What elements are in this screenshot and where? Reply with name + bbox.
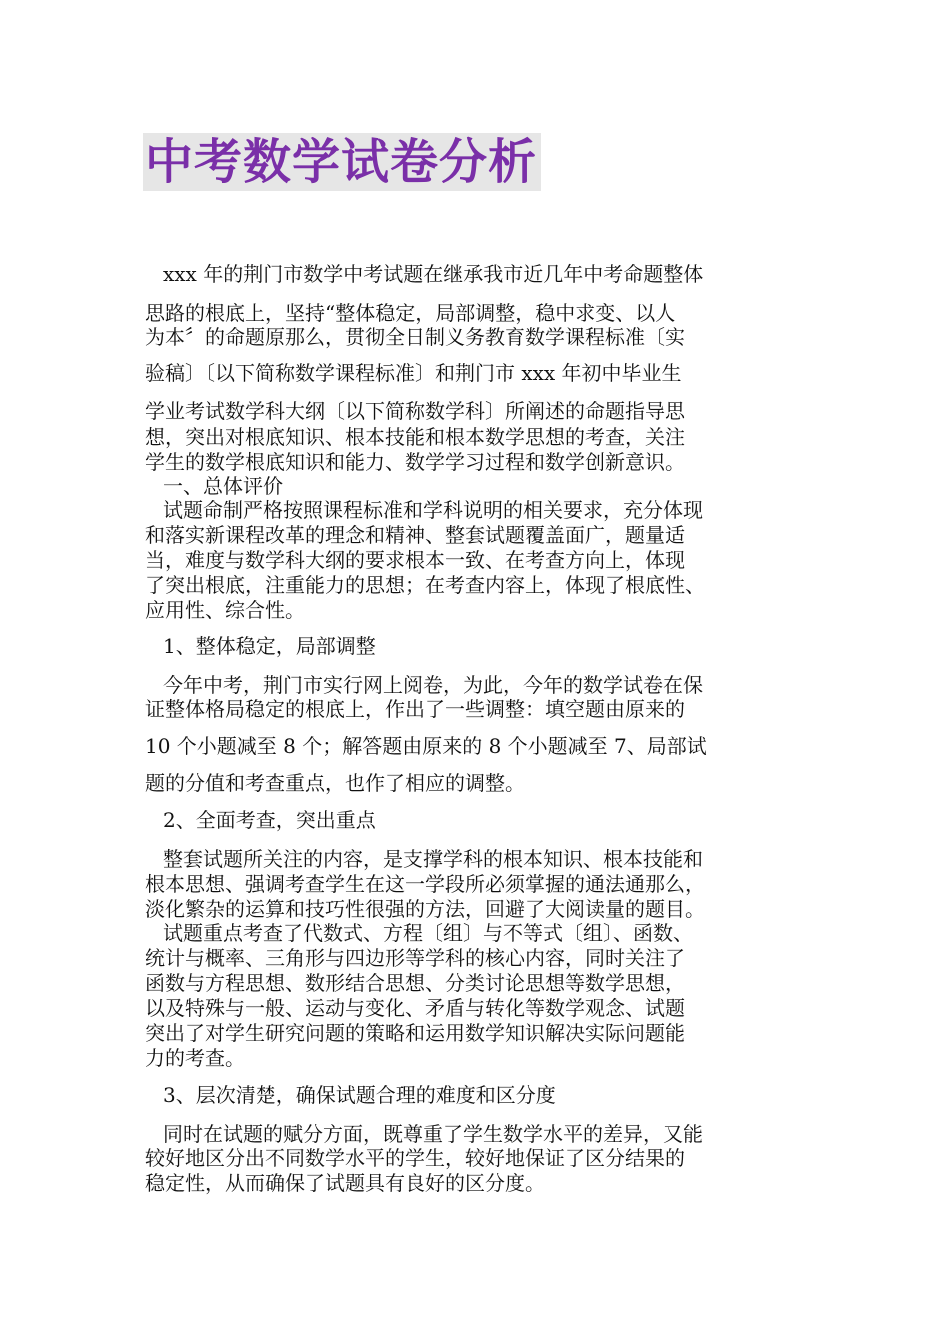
paragraph-line: 较好地区分出不同数学水平的学生，较好地保证了区分结果的 [145, 1146, 685, 1170]
paragraph-line: 统计与概率、三角形与四边形等学科的核心内容，同时关注了 [145, 946, 685, 970]
document-title: 中考数学试卷分析 [145, 134, 538, 190]
paragraph-line: 为本〞的命题原那么，贯彻全日制义务教育数学课程标准〔实 [145, 325, 685, 349]
paragraph-line: 突出了对学生研究问题的策略和运用数学知识解决实际问题能 [145, 1021, 685, 1045]
paragraph-line: 今年中考，荆门市实行网上阅卷，为此，今年的数学试卷在保 [163, 673, 703, 697]
paragraph-line: 试题重点考查了代数式、方程〔组〕与不等式〔组〕、函数、 [163, 921, 693, 945]
paragraph-line: 根本思想、强调考查学生在这一学段所必须掌握的通法通那么， [145, 872, 705, 896]
paragraph-line: 验稿〕〔以下简称数学课程标准〕和荆门市 xxx 年初中毕业生 [145, 361, 682, 385]
paragraph-line: 试题命制严格按照课程标准和学科说明的相关要求，充分体现 [163, 498, 703, 522]
paragraph-line: 思路的根底上，坚持“整体稳定，局部调整，稳中求变、以人 [145, 301, 676, 325]
paragraph-line: 力的考查。 [145, 1046, 245, 1070]
paragraph-line: 10 个小题减至 8 个；解答题由原来的 8 个小题减至 7、局部试 [145, 734, 707, 758]
paragraph-line: 整套试题所关注的内容，是支撑学科的根本知识、根本技能和 [163, 847, 703, 871]
paragraph-line: 稳定性，从而确保了试题具有良好的区分度。 [145, 1171, 545, 1195]
section-heading: 1、整体稳定，局部调整 [163, 634, 376, 658]
paragraph-line: 学生的数学根底知识和能力、数学学习过程和数学创新意识。 [145, 450, 685, 474]
paragraph-line: 学业考试数学科大纲〔以下简称数学科〕所阐述的命题指导思 [145, 399, 685, 423]
paragraph-line: xxx 年的荆门市数学中考试题在继承我市近几年中考命题整体 [163, 262, 704, 286]
paragraph-line: 了突出根底，注重能力的思想；在考查内容上，体现了根底性、 [145, 573, 705, 597]
paragraph-line: 题的分值和考查重点，也作了相应的调整。 [145, 771, 525, 795]
paragraph-line: 以及特殊与一般、运动与变化、矛盾与转化等数学观念、试题 [145, 996, 685, 1020]
paragraph-line: 同时在试题的赋分方面，既尊重了学生数学水平的差异，又能 [163, 1122, 703, 1146]
paragraph-line: 证整体格局稳定的根底上，作出了一些调整：填空题由原来的 [145, 697, 685, 721]
paragraph-line: 想，突出对根底知识、根本技能和根本数学思想的考查，关注 [145, 425, 685, 449]
section-heading: 3、层次清楚，确保试题合理的难度和区分度 [163, 1083, 556, 1107]
paragraph-line: 当，难度与数学科大纲的要求根本一致、在考查方向上，体现 [145, 548, 685, 572]
section-heading: 一、总体评价 [163, 474, 283, 498]
title-highlight [143, 133, 541, 191]
paragraph-line: 和落实新课程改革的理念和精神、整套试题覆盖面广，题量适 [145, 523, 685, 547]
paragraph-line: 应用性、综合性。 [145, 598, 305, 622]
paragraph-line: 函数与方程思想、数形结合思想、分类讨论思想等数学思想， [145, 971, 685, 995]
section-heading: 2、全面考查，突出重点 [163, 808, 376, 832]
paragraph-line: 淡化繁杂的运算和技巧性很强的方法，回避了大阅读量的题目。 [145, 897, 705, 921]
